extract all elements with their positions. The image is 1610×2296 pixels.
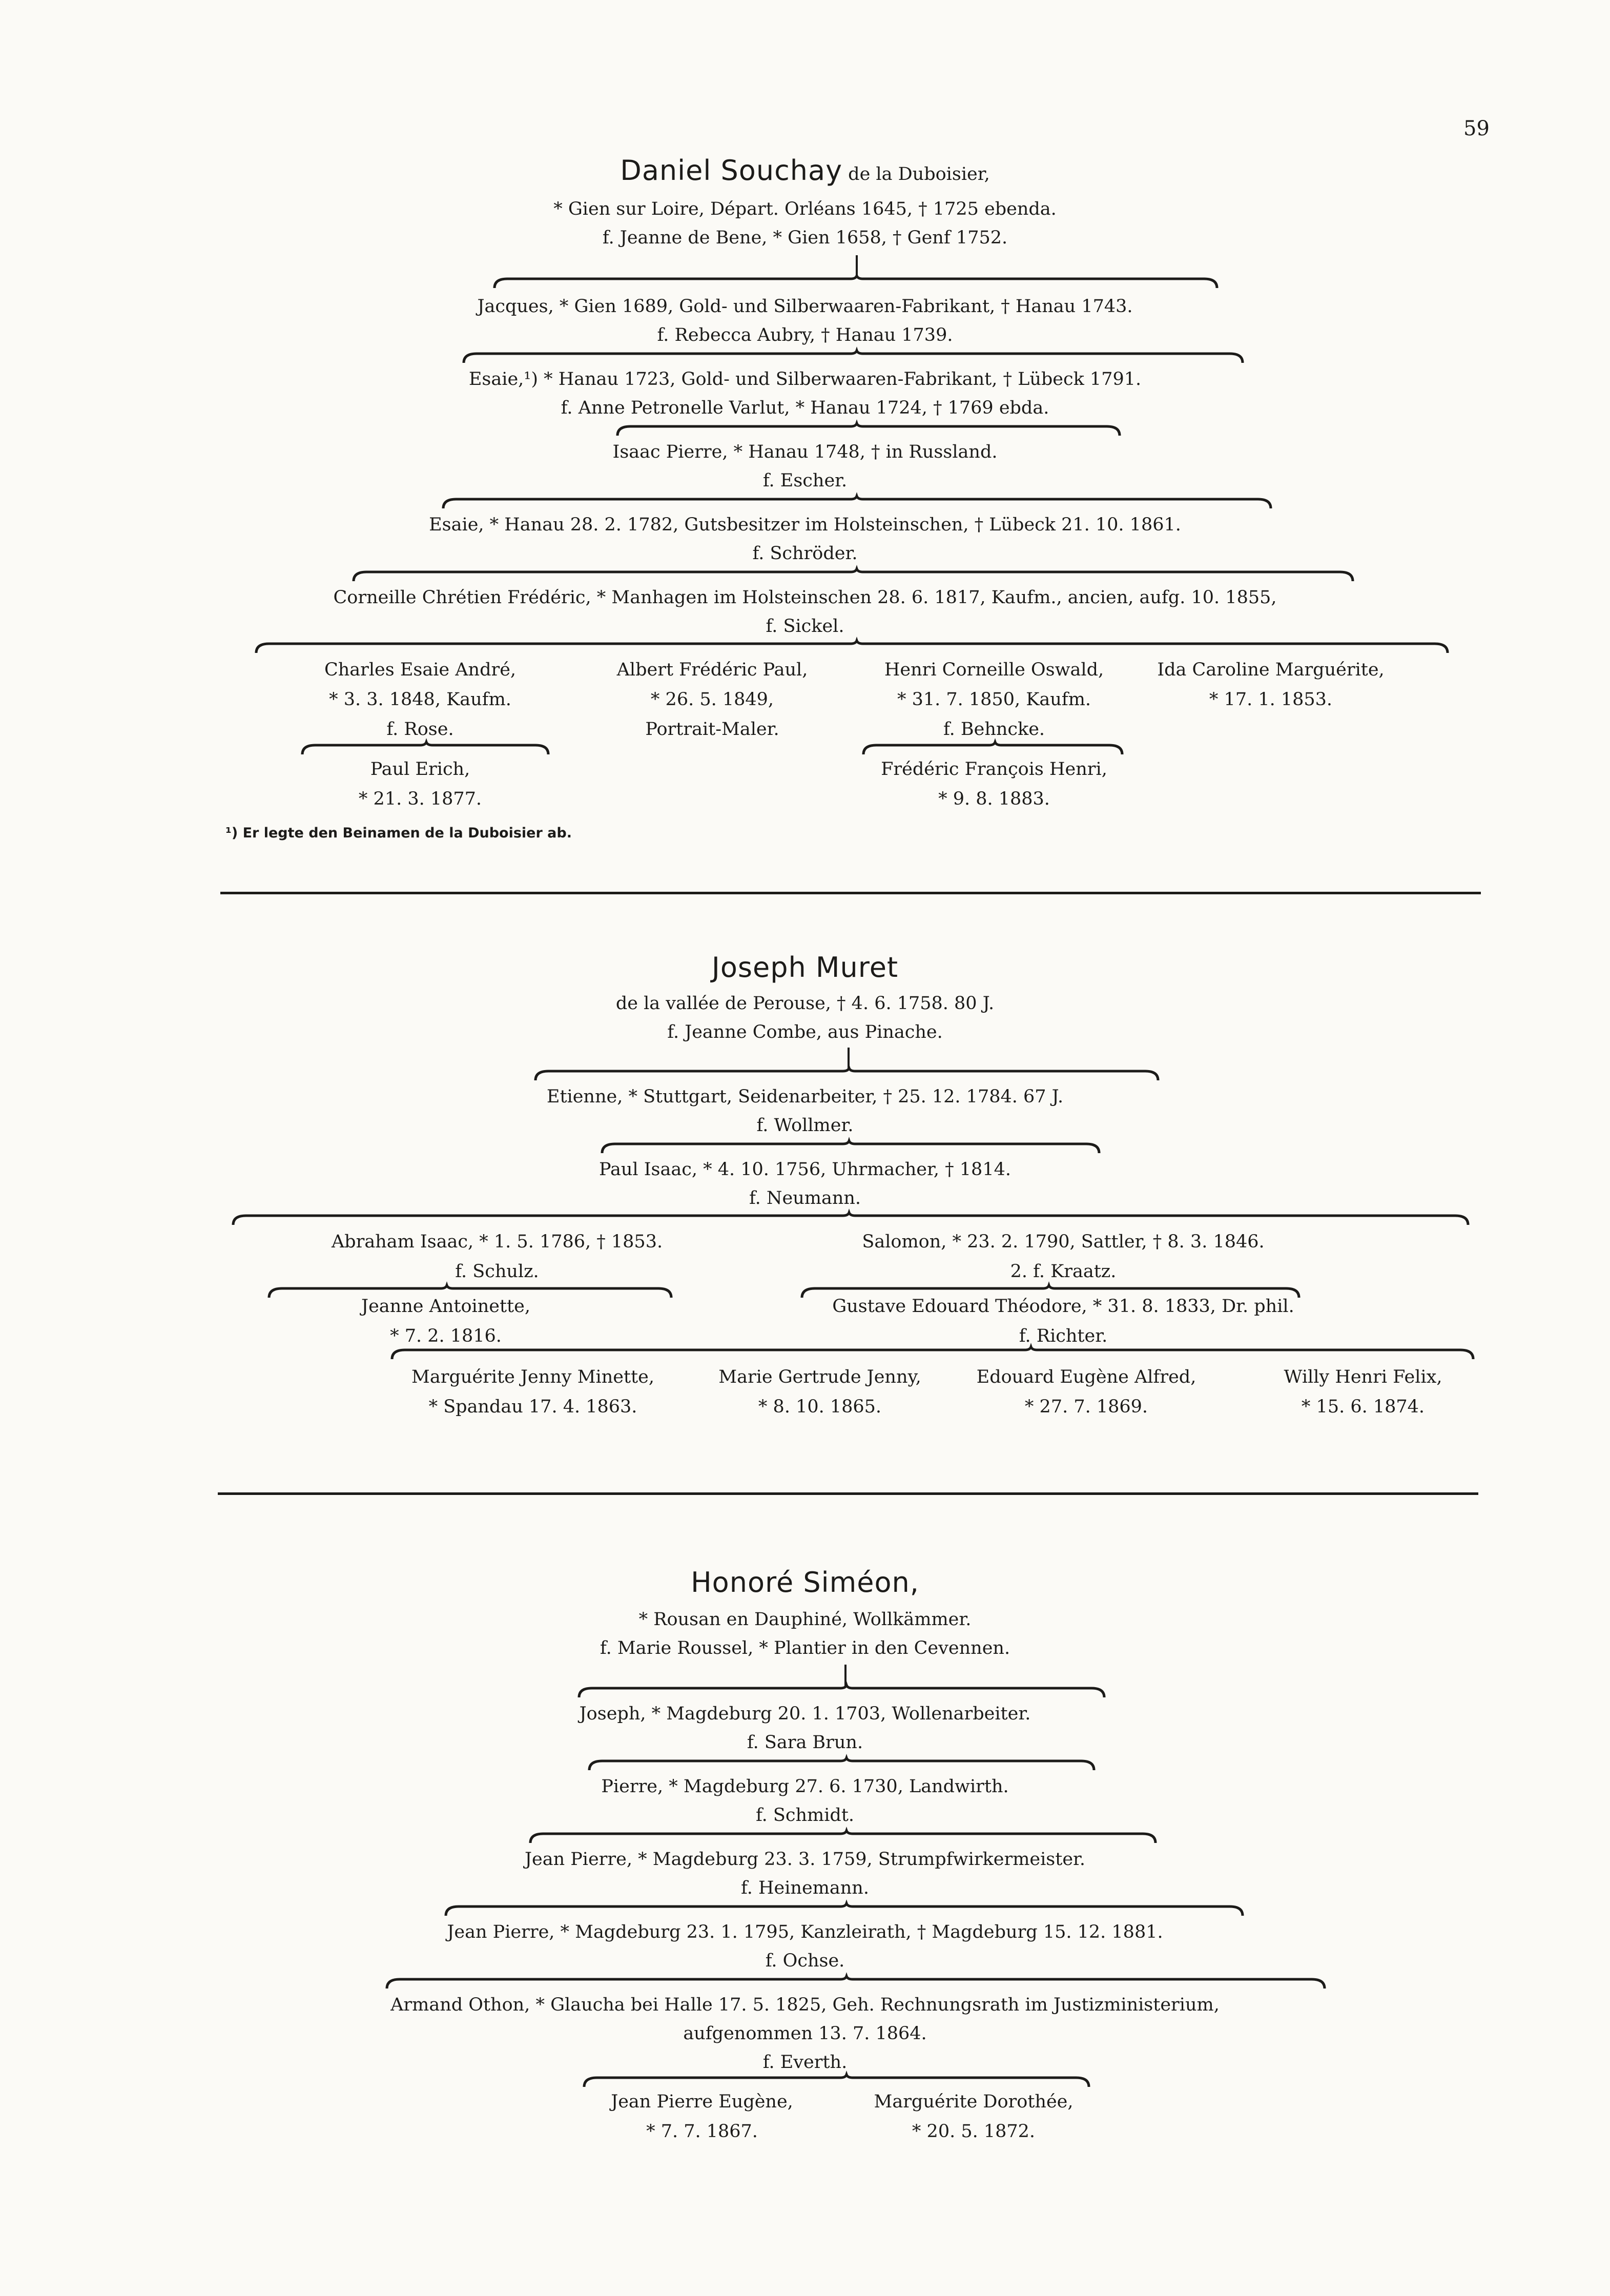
gen1-line2: f. Rebecca Aubry, † Hanau 1739.	[657, 325, 953, 345]
generation-brace	[0, 276, 1610, 291]
gen3-line2: f. Escher.	[762, 470, 848, 491]
gen2-line1: Pierre, * Magdeburg 27. 6. 1730, Landwirth.	[601, 1776, 1009, 1797]
page-number: 59	[1463, 117, 1490, 140]
name: Willy Henri Felix,	[1284, 1367, 1442, 1387]
gen1-line1: Etienne, * Stuttgart, Seidenarbeiter, † 25. 12. 1784. 67 J.	[546, 1086, 1064, 1107]
gen5-line3: f. Everth.	[762, 2052, 848, 2073]
child-line1: Salomon, * 23. 2. 1790, Sattler, † 8. 3. 1846.	[862, 1232, 1265, 1252]
child-salomon	[743, 1227, 1384, 1286]
footnote: ¹) Er legte den Beinamen de la Duboisier ab.	[225, 825, 572, 841]
child-name: Albert Frédéric Paul,	[616, 660, 808, 680]
generation-brace	[0, 1141, 1610, 1156]
grandchild-gustave	[743, 1292, 1384, 1351]
head-born: * Gien sur Loire, Départ. Orléans 1645, † 1725 ebenda.	[553, 199, 1057, 219]
child-ida	[1138, 655, 1404, 714]
head-born: de la vallée de Perouse, † 4. 6. 1758. 80 J.	[615, 993, 995, 1014]
gen4-line2: f. Ochse.	[765, 1951, 845, 1971]
grandchild-name: Jeanne Antoinette,	[361, 1296, 530, 1317]
child-jean-pierre-eugene	[569, 2087, 835, 2146]
generation-brace	[0, 351, 1610, 366]
child-name: Henri Corneille Oswald,	[884, 660, 1104, 680]
child-abraham	[215, 1227, 779, 1286]
grandchild-born: * 7. 2. 1816.	[390, 1326, 502, 1346]
child-born: * 7. 7. 1867.	[646, 2121, 758, 2142]
grandchild-born: * 9. 8. 1883.	[938, 789, 1050, 809]
born: * 27. 7. 1869.	[1024, 1397, 1148, 1417]
head-spouse: f. Marie Roussel, * Plantier in den Cevennen.	[600, 1638, 1010, 1658]
child-albert	[579, 655, 845, 744]
grandchild-line1: Gustave Edouard Théodore, * 31. 8. 1833, Dr. phil.	[832, 1296, 1294, 1317]
child-name: Ida Caroline Marguérite,	[1157, 660, 1385, 680]
great-grandchild-willy	[1230, 1362, 1496, 1422]
gen5-line1: Armand Othon, * Glaucha bei Halle 17. 5. 1825, Geh. Rechnungsrath im Justizministerium,	[390, 1995, 1220, 2015]
gen2-line2: f. Schmidt.	[755, 1805, 855, 1826]
child-born: * 17. 1. 1853.	[1209, 689, 1333, 710]
head-line	[0, 1568, 1610, 1601]
head-name: Honoré Siméon,	[691, 1566, 919, 1598]
section-divider	[218, 1492, 1478, 1495]
gen3-line2: f. Heinemann.	[741, 1878, 869, 1898]
child-henri	[861, 655, 1127, 744]
child-name: Charles Esaie André,	[324, 660, 517, 680]
head-line	[0, 156, 1610, 189]
great-grandchild-brace	[0, 1347, 1610, 1362]
head-name: Joseph Muret	[711, 951, 899, 983]
generation-brace	[0, 569, 1610, 584]
gen1-line2: f. Sara Brun.	[747, 1732, 863, 1753]
grandchild-brace	[0, 742, 1610, 757]
great-grandchild-marie	[687, 1362, 953, 1422]
born: * Spandau 17. 4. 1863.	[428, 1397, 637, 1417]
name: Marie Gertrude Jenny,	[718, 1367, 921, 1387]
gen3-line1: Isaac Pierre, * Hanau 1748, † in Russland.	[612, 442, 998, 462]
child-born: * 31. 7. 1850, Kaufm.	[897, 689, 1091, 710]
child-marguerite-dorothee	[840, 2087, 1107, 2146]
gen5-line2: aufgenommen 13. 7. 1864.	[683, 2023, 927, 2044]
gen3-line1: Jean Pierre, * Magdeburg 23. 3. 1759, Strumpfwirkermeister.	[524, 1849, 1086, 1870]
great-grandchild-edouard	[953, 1362, 1220, 1422]
grandchild-name: Paul Erich,	[370, 759, 470, 780]
child-born: * 26. 5. 1849,	[650, 689, 774, 710]
gen5-line1: Corneille Chrétien Frédéric, * Manhagen im Holsteinschen 28. 6. 1817, Kaufm., ancien, aufg. 10. 1855,	[333, 587, 1277, 608]
generation-brace	[0, 1068, 1610, 1083]
child-name: Jean Pierre Eugène,	[611, 2092, 793, 2112]
grandchild-frederic	[861, 754, 1127, 814]
great-grandchild-marguerite	[389, 1362, 676, 1422]
gen2-line1: Esaie,¹) * Hanau 1723, Gold- und Silberwaaren-Fabrikant, † Lübeck 1791.	[468, 369, 1142, 389]
generation-brace	[0, 496, 1610, 511]
grandchild-paul	[287, 754, 553, 814]
children-brace	[0, 641, 1610, 656]
generation-brace	[0, 1903, 1610, 1919]
section-divider	[220, 892, 1481, 894]
child-spouse: f. Rose.	[386, 719, 454, 740]
gen1-line1: Jacques, * Gien 1689, Gold- und Silberwaaren-Fabrikant, † Hanau 1743.	[477, 296, 1133, 317]
gen2-line2: f. Neumann.	[749, 1188, 861, 1208]
generation-brace	[0, 1685, 1610, 1700]
child-spouse: 2. f. Kraatz.	[1010, 1261, 1117, 1282]
head-line	[0, 953, 1610, 986]
name: Edouard Eugène Alfred,	[976, 1367, 1196, 1387]
generation-brace	[0, 1758, 1610, 1773]
gen5-line2: f. Sickel.	[766, 616, 844, 637]
generation-brace	[0, 423, 1610, 439]
gen2-line1: Paul Isaac, * 4. 10. 1756, Uhrmacher, † 1814.	[599, 1159, 1011, 1180]
child-spouse: f. Behncke.	[943, 719, 1045, 740]
born: * 15. 6. 1874.	[1301, 1397, 1425, 1417]
gen2-line2: f. Anne Petronelle Varlut, * Hanau 1724, † 1769 ebda.	[561, 398, 1049, 418]
generation-brace	[0, 1976, 1610, 1992]
head-spouse: f. Jeanne de Bene, * Gien 1658, † Genf 1752.	[602, 228, 1008, 248]
head-name: Daniel Souchay	[620, 154, 843, 187]
children-brace	[0, 1213, 1610, 1228]
grandchild-spouse: f. Richter.	[1019, 1326, 1108, 1346]
gen4-line1: Jean Pierre, * Magdeburg 23. 1. 1795, Kanzleirath, † Magdeburg 15. 12. 1881.	[447, 1922, 1163, 1942]
gen1-line1: Joseph, * Magdeburg 20. 1. 1703, Wollenarbeiter.	[579, 1704, 1031, 1724]
gen4-line1: Esaie, * Hanau 28. 2. 1782, Gutsbesitzer im Holsteinschen, † Lübeck 21. 10. 1861.	[429, 515, 1181, 535]
child-spouse: f. Schulz.	[455, 1261, 539, 1282]
child-charles	[287, 655, 553, 744]
head-born: * Rousan en Dauphiné, Wollkämmer.	[638, 1609, 972, 1630]
child-born: * 20. 5. 1872.	[912, 2121, 1036, 2142]
grandchild-born: * 21. 3. 1877.	[358, 789, 482, 809]
child-name: Marguérite Dorothée,	[874, 2092, 1074, 2112]
child-line1: Abraham Isaac, * 1. 5. 1786, † 1853.	[331, 1232, 663, 1252]
name: Marguérite Jenny Minette,	[411, 1367, 654, 1387]
head-spouse: f. Jeanne Combe, aus Pinache.	[667, 1022, 943, 1042]
gen1-line2: f. Wollmer.	[756, 1115, 854, 1136]
born: * 8. 10. 1865.	[758, 1397, 882, 1417]
head-title: de la Duboisier,	[848, 164, 990, 184]
gen4-line2: f. Schröder.	[752, 543, 858, 564]
child-occupation: Portrait-Maler.	[645, 719, 779, 740]
generation-brace	[0, 1831, 1610, 1846]
child-born: * 3. 3. 1848, Kaufm.	[329, 689, 511, 710]
grandchild-name: Frédéric François Henri,	[881, 759, 1107, 780]
